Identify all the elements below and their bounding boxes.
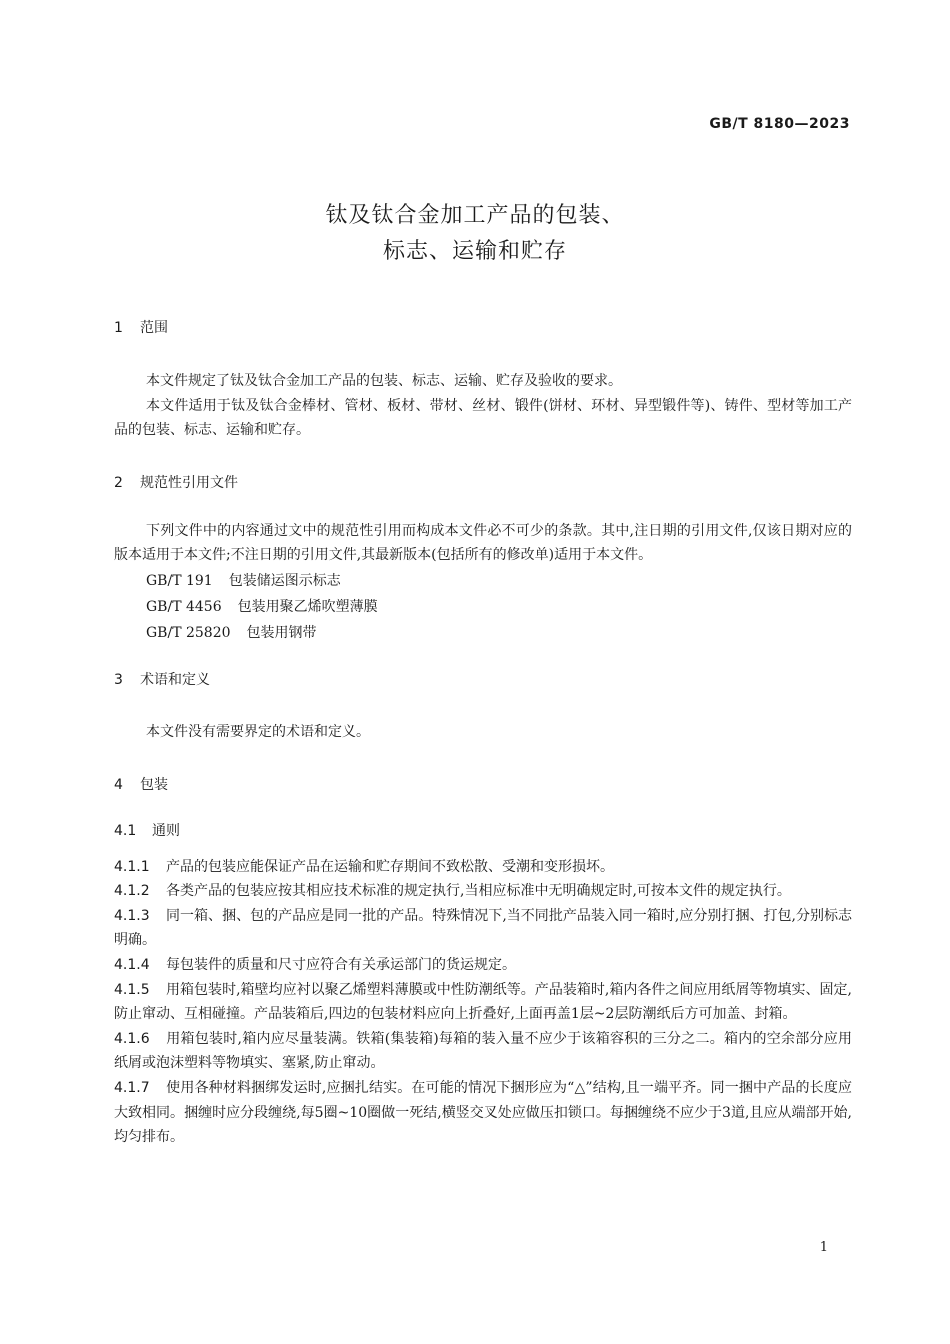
section-2-heading: 2 规范性引用文件 <box>114 474 238 491</box>
title-line-1: 钛及钛合金加工产品的包装、 <box>325 203 625 228</box>
clause-4-1-1: 4.1.1 产品的包装应能保证产品在运输和贮存期间不致松散、受潮和变形损坏。 <box>114 858 614 875</box>
document-body <box>114 318 852 1150</box>
section-1-heading: 1 范围 <box>114 320 168 336</box>
section-2-paragraph-1: 下列文件中的内容通过文中的规范性引用而构成本文件必不可少的条款。其中,注日期的引用文件,仅该日期对应的版本适用于本文件;不注日期的引用文件,其最新版本(包括所有的修改单)适用于本文件。 <box>114 522 852 564</box>
subsection-4-1-heading: 4.1 通则 <box>114 822 180 839</box>
reference-item: GB/T 4456 包装用聚乙烯吹塑薄膜 <box>146 598 378 615</box>
clause-4-1-4: 4.1.4 每包装件的质量和尺寸应符合有关承运部门的货运规定。 <box>114 956 516 973</box>
section-4-heading: 4 包装 <box>114 776 168 793</box>
section-3-paragraph-1: 本文件没有需要界定的术语和定义。 <box>146 723 370 740</box>
clause-4-1-5: 4.1.5 用箱包装时,箱壁均应衬以聚乙烯塑料薄膜或中性防潮纸等。产品装箱时,箱内各件之间应用纸屑等物填实、固定,防止窜动、互相碰撞。产品装箱后,四边的包装材料应向上折叠好,上面再盖1层~2层防潮纸后方可加盖、封箱。 <box>114 981 852 1023</box>
clause-4-1-3: 4.1.3 同一箱、捆、包的产品应是同一批的产品。特殊情况下,当不同批产品装入同一箱时,应分别打捆、打包,分别标志明确。 <box>114 907 852 949</box>
section-1-paragraph-2: 本文件适用于钛及钛合金棒材、管材、板材、带材、丝材、锻件(饼材、环材、异型锻件等)、铸件、型材等加工产品的包装、标志、运输和贮存。 <box>114 397 852 439</box>
reference-item: GB/T 191 包装储运图示标志 <box>146 572 341 589</box>
section-3-heading: 3 术语和定义 <box>114 671 210 688</box>
section-1-paragraph-1: 本文件规定了钛及钛合金加工产品的包装、标志、运输、贮存及验收的要求。 <box>146 373 622 389</box>
standard-code: GB/T 8180—2023 <box>709 116 850 132</box>
title-line-2: 标志、运输和贮存 <box>382 239 567 264</box>
clause-4-1-2: 4.1.2 各类产品的包装应按其相应技术标准的规定执行,当相应标准中无明确规定时,可按本文件的规定执行。 <box>114 883 791 900</box>
document-title <box>0 198 950 270</box>
clause-4-1-7: 4.1.7 使用各种材料捆绑发运时,应捆扎结实。在可能的情况下捆形应为“△”结构,且一端平齐。同一捆中产品的长度应大致相同。捆缠时应分段缠绕,每5圈~10圈做一死结,横竖交叉处应做压扣锁口。每捆缠绕不应少于3道,且应从端部开始,均匀排布。 <box>114 1079 852 1146</box>
clause-4-1-6: 4.1.6 用箱包装时,箱内应尽量装满。铁箱(集装箱)每箱的装入量不应少于该箱容积的三分之二。箱内的空余部分应用纸屑或泡沫塑料等物填实、塞紧,防止窜动。 <box>114 1030 852 1072</box>
page-number: 1 <box>819 1240 828 1255</box>
reference-item: GB/T 25820 包装用钢带 <box>146 624 317 641</box>
